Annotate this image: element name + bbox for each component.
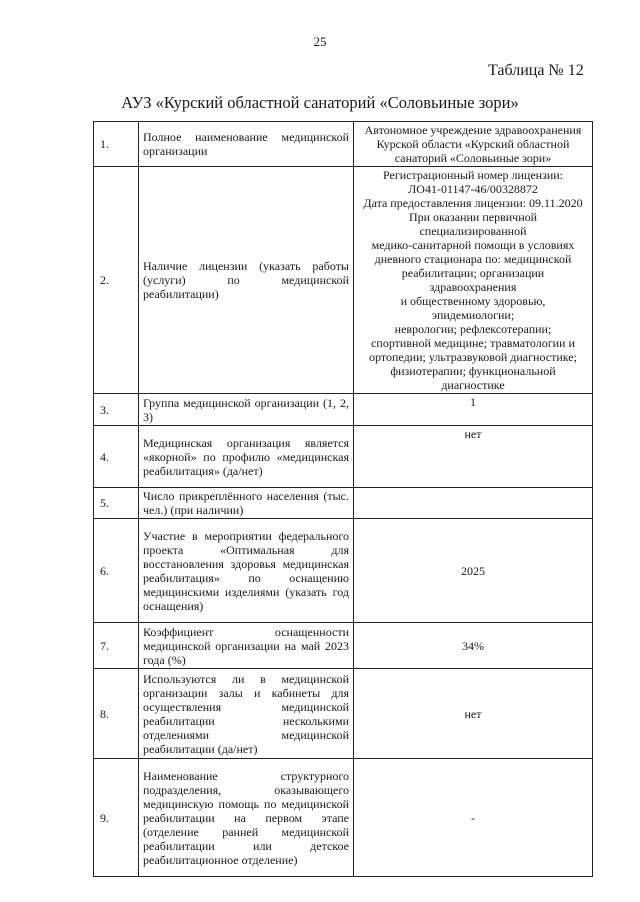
table-row [94, 394, 593, 426]
row-label: Участие в мероприятии федерального проекта «Оптимальная для восстановления здоровья медицинская реабилитация» по оснащению медицинскими изделиями (указать год оснащения) [139, 519, 354, 623]
row-label: Число прикреплённого населения (тыс. чел.) (при наличии) [139, 488, 354, 519]
info-table [93, 121, 593, 877]
value-line: спортивной медицине; травматологии и [371, 336, 575, 350]
row-label: Наличие лицензии (указать работы (услуги) по медицинской реабилитации) [139, 167, 354, 394]
table-row [94, 519, 593, 623]
table-row [94, 759, 593, 877]
row-value: 1 [354, 394, 593, 426]
row-number: 5. [94, 488, 139, 519]
row-number: 3. [94, 394, 139, 426]
table-row [94, 122, 593, 167]
row-label: Группа медицинской организации (1, 2, 3) [139, 394, 354, 426]
row-number: 1. [94, 122, 139, 167]
row-value: 34% [354, 623, 593, 669]
row-value [354, 488, 593, 519]
row-label: Медицинская организация является «якорной» по профилю «медицинская реабилитация» (да/нет) [139, 426, 354, 488]
row-value [354, 122, 593, 167]
value-line: При оказании первичной специализированной [408, 210, 538, 238]
value-line: Автономное учреждение здравоохранения [364, 123, 582, 137]
value-line: физиотерапии; функциональной диагностике [390, 364, 556, 392]
document-title: АУЗ «Курский областной санаторий «Соловьиные зори» [121, 93, 519, 112]
value-line: реабилитации; организации здравоохранения [401, 266, 545, 294]
page-number: 25 [313, 34, 327, 49]
value-line: ортопедии; ультразвуковой диагностике; [369, 350, 577, 364]
table-row [94, 426, 593, 488]
row-number: 4. [94, 426, 139, 488]
row-label: Наименование структурного подразделения, оказывающего медицинскую помощь по медицинской реабилитации на первом этапе (отделение ранней медицинской реабилитации или детское реабилитационное отделение) [139, 759, 354, 877]
value-line: Регистрационный номер лицензии: [382, 168, 563, 182]
row-value: нет [354, 669, 593, 759]
value-line: неврологии; рефлексотерапии; [394, 322, 552, 336]
row-value [354, 167, 593, 394]
table-label: Таблица № 12 [488, 62, 584, 79]
value-line: медико-санитарной помощи в условиях [371, 238, 575, 252]
value-line: дневного стационара по: медицинской [374, 252, 572, 266]
value-line: Дата предоставления лицензии: 09.11.2020 [363, 196, 583, 210]
value-line: и общественному здоровью, эпидемиологии; [400, 294, 546, 322]
row-label: Полное наименование медицинской организации [139, 122, 354, 167]
row-number: 2. [94, 167, 139, 394]
table-row [94, 167, 593, 394]
row-value: - [354, 759, 593, 877]
value-line: Курской области «Курский областной [376, 137, 570, 151]
row-value: 2025 [354, 519, 593, 623]
row-number: 8. [94, 669, 139, 759]
row-number: 7. [94, 623, 139, 669]
table-row [94, 669, 593, 759]
row-label: Используются ли в медицинской организации залы и кабинеты для осуществления медицинской реабилитации несколькими отделениями медицинской реабилитации (да/нет) [139, 669, 354, 759]
row-number: 9. [94, 759, 139, 877]
row-number: 6. [94, 519, 139, 623]
value-line: санаторий «Соловьиные зори» [394, 151, 552, 165]
table-row [94, 623, 593, 669]
row-label: Коэффициент оснащенности медицинской организации на май 2023 года (%) [139, 623, 354, 669]
value-line: ЛО41-01147-46/00328872 [408, 182, 538, 196]
table-row [94, 488, 593, 519]
row-value: нет [354, 426, 593, 488]
